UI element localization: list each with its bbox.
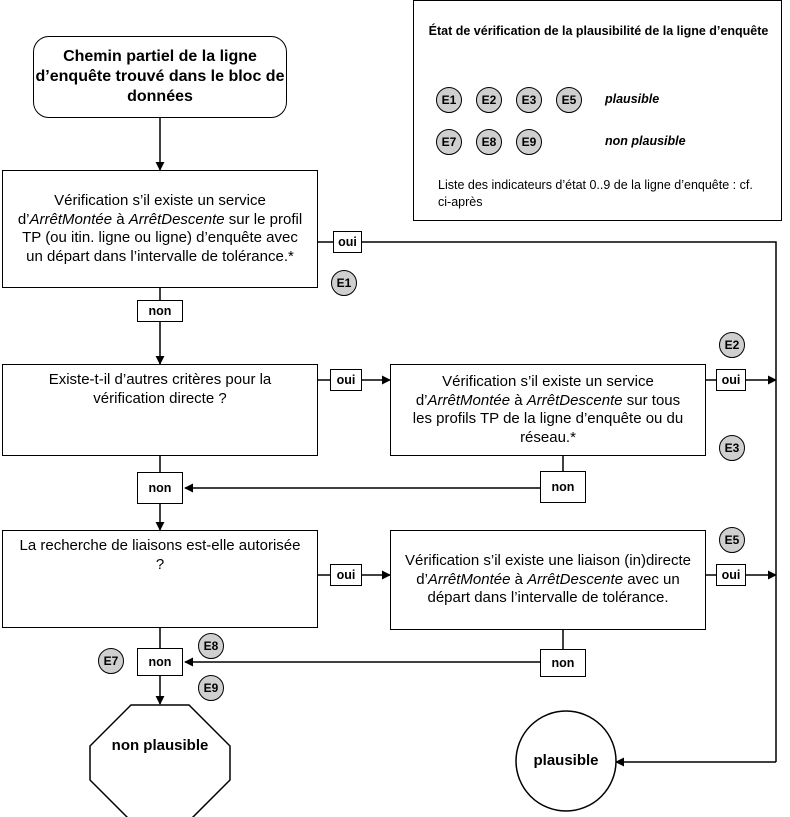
legend-badge-e9: E9 xyxy=(516,129,542,155)
yes-tag-profile: oui xyxy=(333,231,362,253)
legend-title: État de vérification de la plausibilité de la ligne d’enquête xyxy=(428,24,769,38)
badge-e5: E5 xyxy=(719,527,745,553)
badge-e3: E3 xyxy=(719,435,745,461)
badge-e8: E8 xyxy=(198,633,224,659)
legend-panel xyxy=(413,0,782,221)
legend-badge-e5: E5 xyxy=(556,87,582,113)
yes-tag-all-profiles: oui xyxy=(716,369,746,391)
check-connection-text: Vérification s’il existe une liaison (in)directe d’ArrêtMontée à ArrêtDescente avec un départ dans l’intervalle de tolérance. xyxy=(405,552,691,607)
end-plausible-label: plausible xyxy=(533,752,599,769)
no-tag-profile: non xyxy=(137,300,183,322)
check-all-profiles-box xyxy=(390,364,706,456)
check-all-profiles-text: Vérification s’il existe un service d’ArrêtMontée à ArrêtDescente sur tous les profils TP de la ligne d’enquête ou du réseau.* xyxy=(412,373,684,446)
other-criteria-box xyxy=(2,364,318,456)
no-tag-connection: non xyxy=(540,649,586,677)
legend-badge-e8: E8 xyxy=(476,129,502,155)
start-node xyxy=(33,36,287,118)
badge-e2: E2 xyxy=(719,332,745,358)
start-label: Chemin partiel de la ligne d’enquête trouvé dans le bloc de données xyxy=(35,48,285,105)
check-profile-text: Vérification s’il existe un service d’ArrêtMontée à ArrêtDescente sur le profil TP (ou itin. ligne ou ligne) d’enquête avec un départ dans l’intervalle de tolérance.* xyxy=(17,192,303,265)
yes-tag-connection: oui xyxy=(716,564,746,586)
no-tag-all-profiles: non xyxy=(540,471,586,503)
badge-e9: E9 xyxy=(198,675,224,701)
check-connection-box xyxy=(390,530,706,630)
no-tag-criteria: non xyxy=(137,472,183,504)
yes-tag-connections: oui xyxy=(330,564,362,586)
legend-badge-e1: E1 xyxy=(436,87,462,113)
yes-tag-criteria: oui xyxy=(330,369,362,391)
legend-badge-e7: E7 xyxy=(436,129,462,155)
legend-non-plausible-label: non plausible xyxy=(605,134,686,148)
check-profile-box xyxy=(2,170,318,288)
other-criteria-text: Existe-t-il d’autres critères pour la vérification directe ? xyxy=(48,371,272,407)
badge-e1: E1 xyxy=(331,270,357,296)
end-non-plausible-shape xyxy=(90,705,230,817)
badge-e7: E7 xyxy=(98,648,124,674)
connections-allowed-text: La recherche de liaisons est-elle autorisée ? xyxy=(19,537,301,573)
legend-note: Liste des indicateurs d’état 0..9 de la ligne d’enquête : cf. ci-après xyxy=(438,178,753,209)
legend-plausible-label: plausible xyxy=(605,92,660,106)
legend-badge-e2: E2 xyxy=(476,87,502,113)
legend-badge-e3: E3 xyxy=(516,87,542,113)
connections-allowed-box xyxy=(2,530,318,628)
end-non-plausible-label: non plausible xyxy=(111,737,209,754)
no-tag-connections: non xyxy=(137,648,183,676)
